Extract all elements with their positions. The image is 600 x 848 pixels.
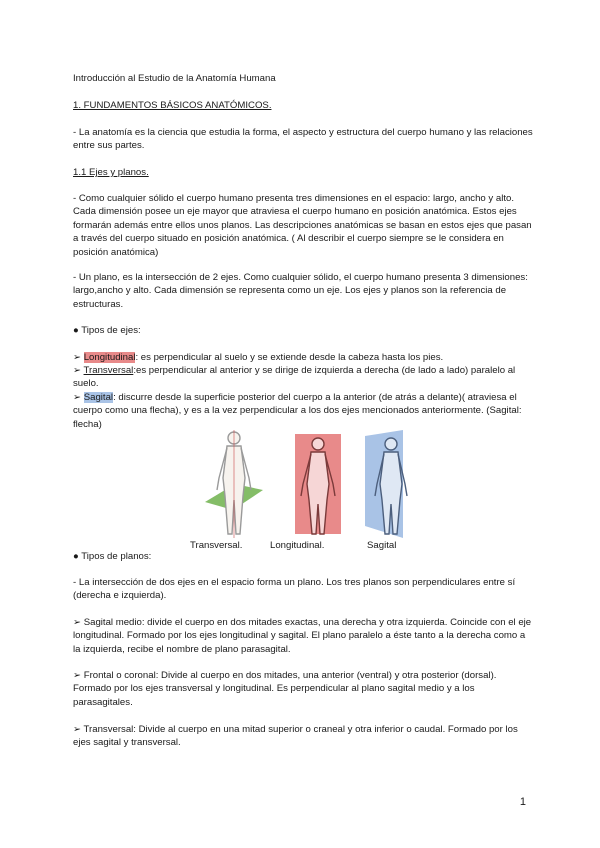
transversal-figure [205, 430, 263, 538]
doc-title: Introducción al Estudio de la Anatomía Humana [73, 73, 276, 84]
tipos-planos-heading: ● Tipos de planos: [73, 551, 152, 562]
eje-transversal-item [73, 364, 533, 391]
paragraph-interseccion: - La intersección de dos ejes en el espacio forma un plano. Los tres planos son perpendiculares entre sí (derecha e izquierda). [73, 577, 516, 602]
tipos-ejes-heading: ● Tipos de ejes: [73, 325, 141, 336]
longitudinal-figure [295, 434, 341, 534]
arrow-bullet: ➢ [73, 392, 82, 403]
sagital-desc: : discurre desde la superficie posterior del cuerpo a la anterior (de atrás a delante)( atraviesa el cuerpo como una flecha), y es a la vez perpendicular a los dos ejes mencionados anteriormente. (Sagital: flecha) [73, 392, 522, 430]
eje-sagital-item [73, 391, 533, 431]
axes-figure [205, 430, 445, 550]
figure-label-longitudinal: Longitudinal. [270, 540, 325, 551]
arrow-bullet: ➢ [73, 352, 82, 363]
paragraph-transversal: ➢ Transversal: Divide al cuerpo en una mitad superior o craneal y otra inferior o caudal. Formado por los ejes sagital y transversal. [73, 724, 518, 749]
longitudinal-desc: : es perpendicular al suelo y se extiende desde la cabeza hasta los pies. [135, 352, 444, 363]
eje-longitudinal-item [73, 351, 533, 364]
term-sagital: Sagital [83, 392, 114, 403]
paragraph-plano: - Un plano, es la intersección de 2 ejes. Como cualquier sólido, el cuerpo humano presenta 3 dimensiones: largo,ancho y alto. Cada dimensión se representa como un eje. Los ejes y planos son la referencia de estructuras. [73, 272, 528, 310]
transversal-desc: :es perpendicular al anterior y se dirige de izquierda a derecha (de lado a lado) paralelo al suelo. [73, 365, 516, 390]
term-longitudinal: Longitudinal [83, 352, 136, 363]
section-heading-1-1: 1.1 Ejes y planos. [73, 167, 149, 178]
paragraph-sagital-medio: ➢ Sagital medio: divide el cuerpo en dos mitades exactas, una derecha y otra izquierda. Coincide con el eje longitudinal. Formado por los ejes longitudinal y sagital. El plano paralelo a éste tanto a la derecha como a la izquierda, recibe el nombre de plano parasagital. [73, 617, 532, 655]
section-heading-1: 1. FUNDAMENTOS BÁSICOS ANATÓMICOS. [73, 100, 272, 111]
sagital-figure [365, 430, 407, 538]
paragraph-intro: - La anatomía es la ciencia que estudia la forma, el aspecto y estructura del cuerpo humano y las relaciones entre sus partes. [73, 127, 533, 152]
page-number: 1 [519, 796, 526, 808]
figure-label-sagital: Sagital [367, 540, 397, 551]
figure-label-transversal: Transversal. [190, 540, 243, 551]
paragraph-ejes: - Como cualquier sólido el cuerpo humano presenta tres dimensiones en el espacio: largo, ancho y alto. Cada dimensión posee un eje mayor que atraviesa el cuerpo humano en posición anatómica. Estos ejes formarán además entre ellos unos planos. Las descripciones anatómicas se basan en estos ejes que pasan a través del cuerpo situado en posición anatómica. ( Al describir el cuerpo siempre se le considera en posición anatómica) [73, 193, 532, 258]
axes-figure-svg [205, 430, 445, 540]
arrow-bullet: ➢ [73, 365, 82, 376]
term-transversal: Transversal [83, 365, 134, 376]
paragraph-frontal: ➢ Frontal o coronal: Divide al cuerpo en dos mitades, una anterior (ventral) y otra posterior (dorsal). Formado por los ejes transversal y longitudinal. Es perpendicular al plano sagital medio y a los parasagitales. [73, 670, 497, 708]
